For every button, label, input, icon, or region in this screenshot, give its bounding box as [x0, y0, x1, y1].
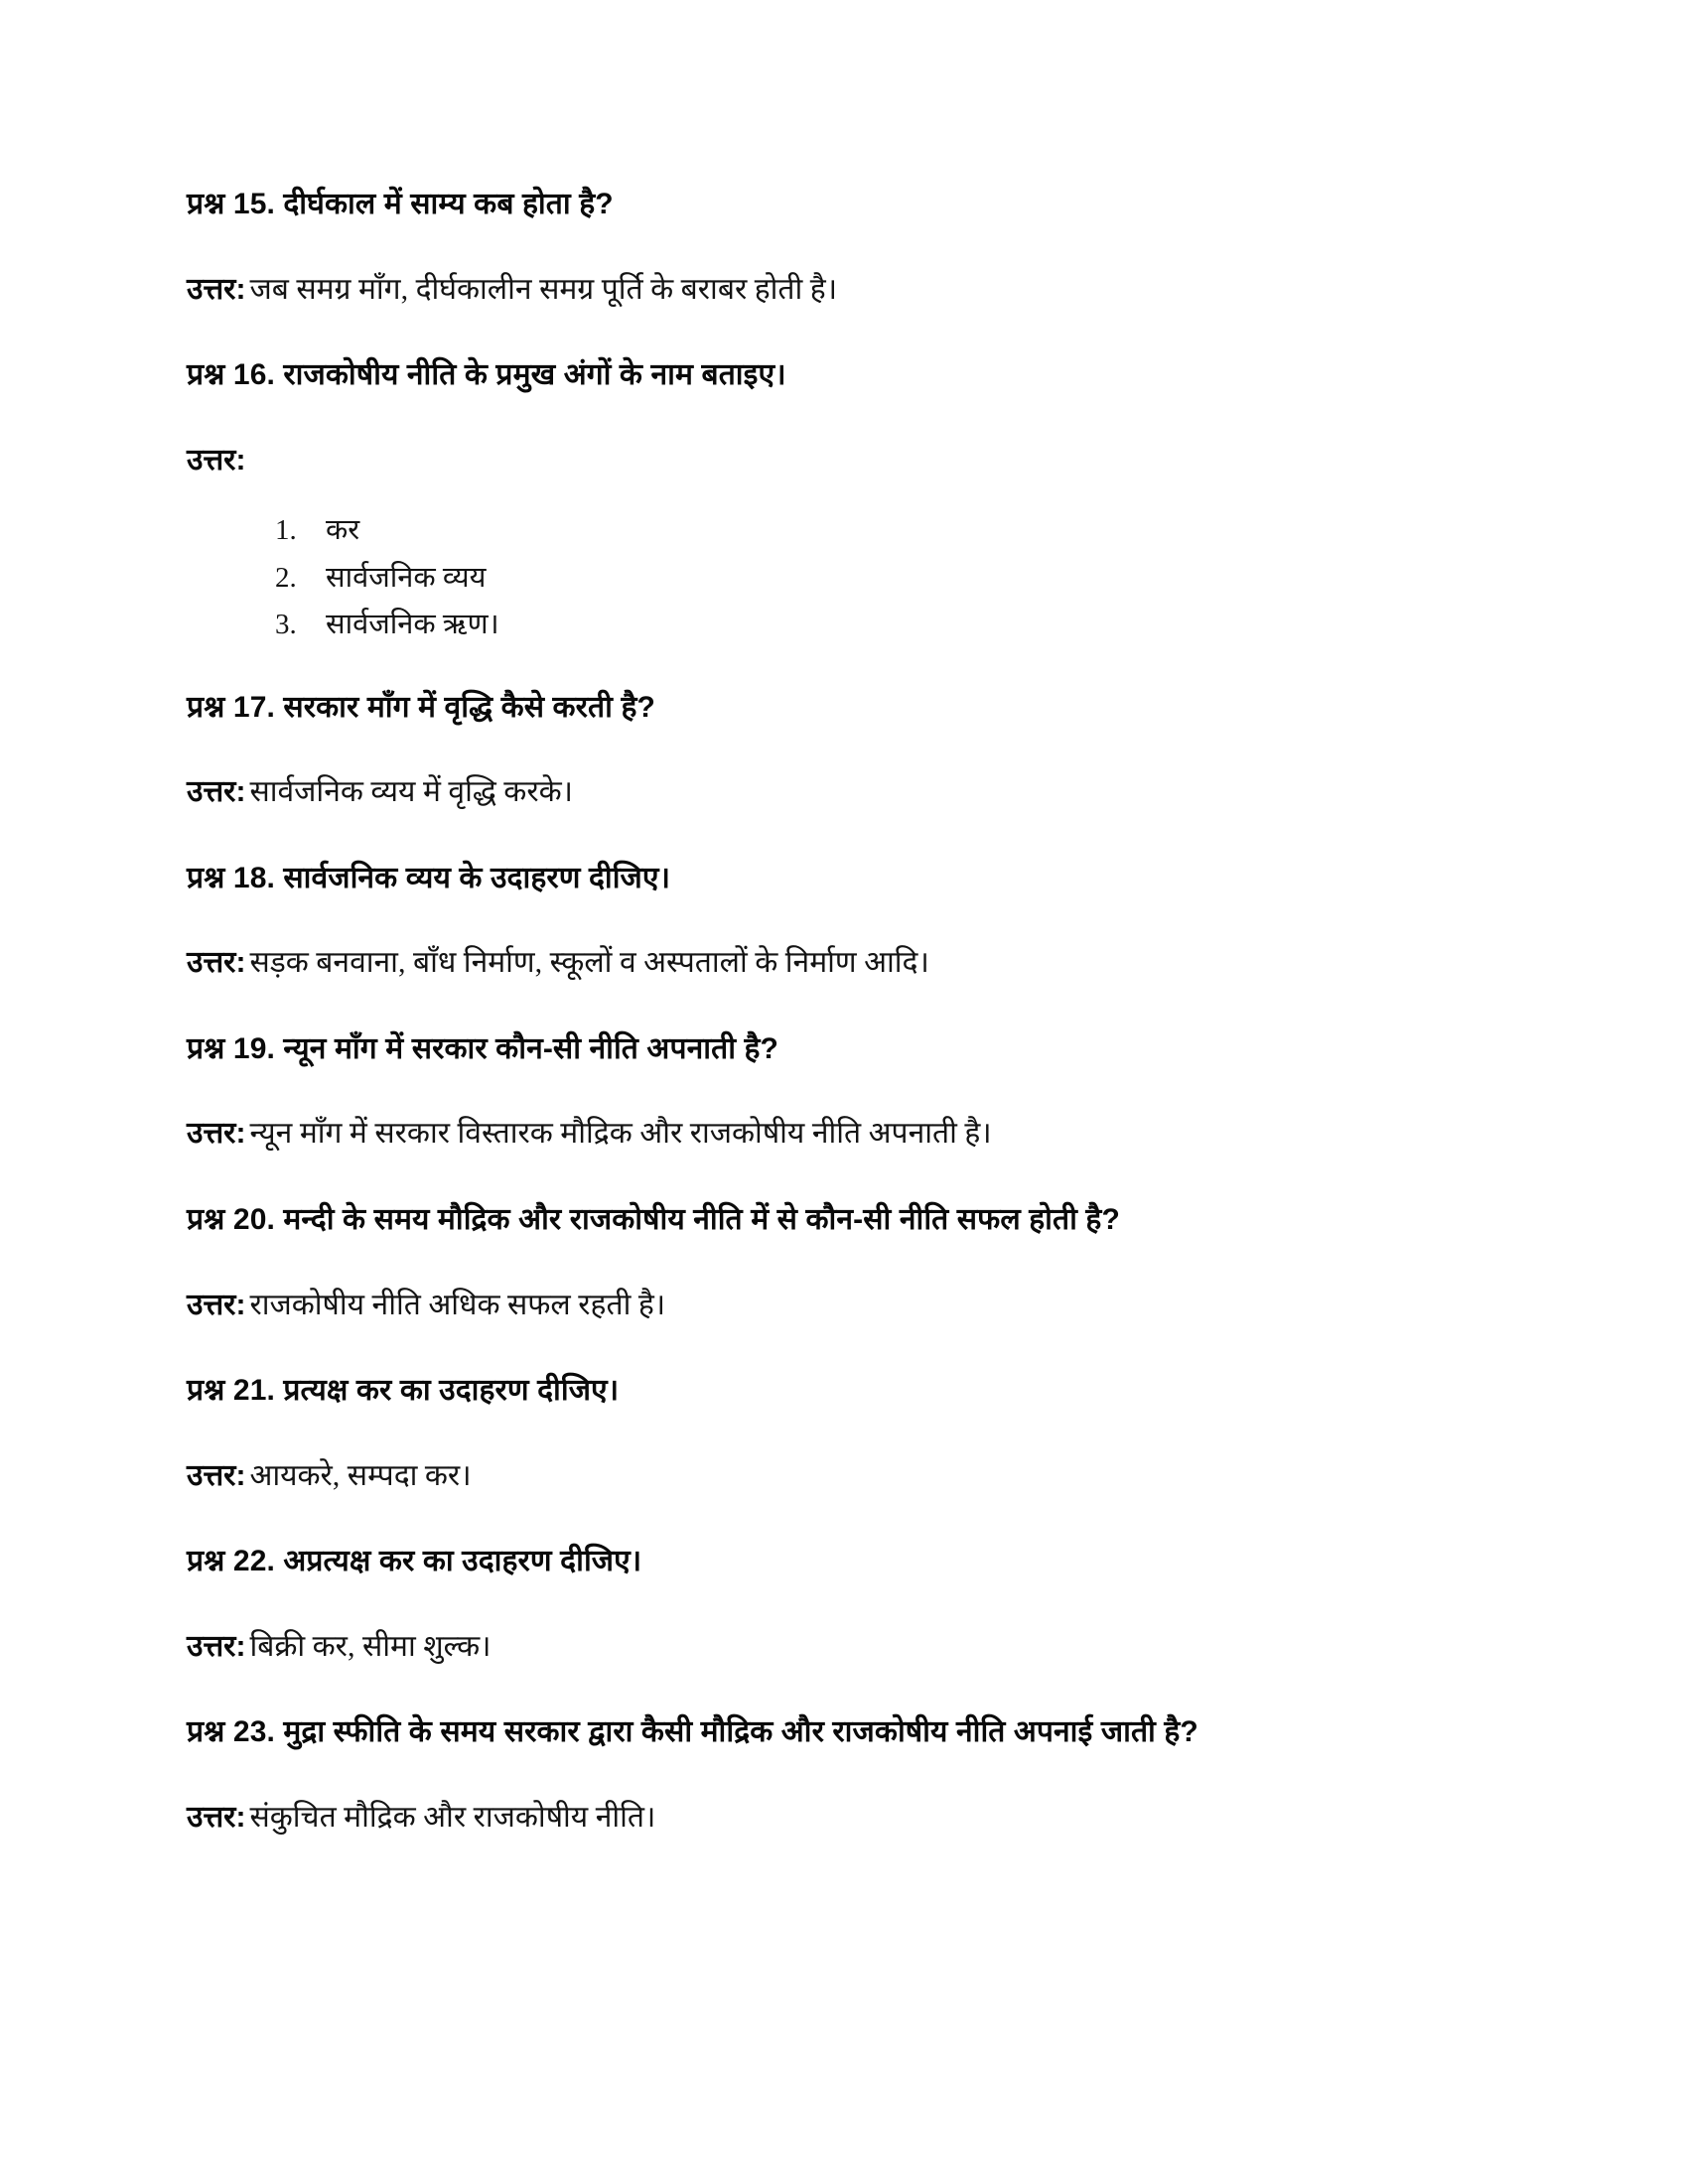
answer-text-q22: बिक्री कर, सीमा शुल्क। [249, 1629, 492, 1663]
question-heading-q15: प्रश्न 15. दीर्घकाल में साम्य कब होता है? [187, 188, 614, 220]
answer-text-q20: राजकोषीय नीति अधिक सफल रहती है। [249, 1288, 666, 1321]
answer-paragraph-q19 [187, 1112, 1522, 1156]
answer-label-q19: उत्तर: [187, 1117, 246, 1151]
list-item: 1. कर [304, 509, 1522, 553]
answer-paragraph-q18 [187, 941, 1522, 985]
list-item: 3. सार्वजनिक ऋण। [304, 604, 1522, 647]
answer-ordered-list-q16 [187, 509, 1522, 647]
answer-paragraph-q21 [187, 1454, 1522, 1498]
question-heading-q18: प्रश्न 18. सार्वजनिक व्यय के उदाहरण दीजिए। [187, 861, 671, 894]
qa-block-q21 [187, 1370, 1522, 1497]
document-content [187, 184, 1522, 1839]
answer-text-q17: सार्वजनिक व्यय में वृद्धि करके। [249, 775, 574, 809]
list-item: 2. सार्वजनिक व्यय [304, 557, 1522, 601]
answer-label-q16: उत्तर: [187, 443, 246, 477]
answer-text-q18: सड़क बनवाना, बाँध निर्माण, स्कूलों व अस्पतालों के निर्माण आदि। [249, 946, 929, 980]
qa-block-q22 [187, 1541, 1522, 1668]
qa-block-q19 [187, 1028, 1522, 1156]
answer-label-q23: उत्तर: [187, 1800, 246, 1834]
question-heading-q23: प्रश्न 23. मुद्रा स्फीति के समय सरकार द्वारा कैसी मौद्रिक और राजकोषीय नीति अपनाई जाती है? [187, 1715, 1198, 1749]
answer-paragraph-q16 [187, 439, 1522, 482]
qa-block-q16 [187, 354, 1522, 647]
answer-text-q15: जब समग्र माँग, दीर्घकालीन समग्र पूर्ति के बराबर होती है। [249, 272, 838, 306]
question-heading-q21: प्रश्न 21. प्रत्यक्ष कर का उदाहरण दीजिए। [187, 1374, 620, 1408]
question-heading-q20: प्रश्न 20. मन्दी के समय मौद्रिक और राजकोषीय नीति में से कौन-सी नीति सफल होती है? [187, 1202, 1120, 1236]
question-heading-q16: प्रश्न 16. राजकोषीय नीति के प्रमुख अंगों के नाम बताइए। [187, 358, 786, 392]
qa-block-q17 [187, 687, 1522, 814]
answer-paragraph-q22 [187, 1625, 1522, 1669]
answer-text-q21: आयकरे, सम्पदा कर। [249, 1458, 472, 1492]
answer-paragraph-q17 [187, 770, 1522, 814]
answer-label-q22: उत्तर: [187, 1629, 246, 1663]
answer-label-q15: उत्तर: [187, 272, 246, 306]
qa-block-q23 [187, 1711, 1522, 1839]
question-heading-q22: प्रश्न 22. अप्रत्यक्ष कर का उदाहरण दीजिए। [187, 1545, 642, 1578]
answer-label-q18: उत्तर: [187, 946, 246, 980]
answer-paragraph-q20 [187, 1284, 1522, 1327]
question-heading-q19: प्रश्न 19. न्यून माँग में सरकार कौन-सी नीति अपनाती है? [187, 1031, 778, 1065]
answer-text-q23: संकुचित मौद्रिक और राजकोषीय नीति। [249, 1800, 656, 1834]
answer-label-q17: उत्तर: [187, 775, 246, 809]
answer-text-q19: न्यून माँग में सरकार विस्तारक मौद्रिक और राजकोषीय नीति अपनाती है। [249, 1117, 992, 1151]
question-heading-q17: प्रश्न 17. सरकार माँग में वृद्धि कैसे करती है? [187, 690, 655, 724]
qa-block-q20 [187, 1199, 1522, 1326]
qa-block-q18 [187, 858, 1522, 985]
qa-block-q15 [187, 184, 1522, 311]
answer-label-q21: उत्तर: [187, 1458, 246, 1492]
answer-label-q20: उत्तर: [187, 1288, 246, 1321]
answer-paragraph-q15 [187, 268, 1522, 312]
answer-paragraph-q23 [187, 1796, 1522, 1840]
